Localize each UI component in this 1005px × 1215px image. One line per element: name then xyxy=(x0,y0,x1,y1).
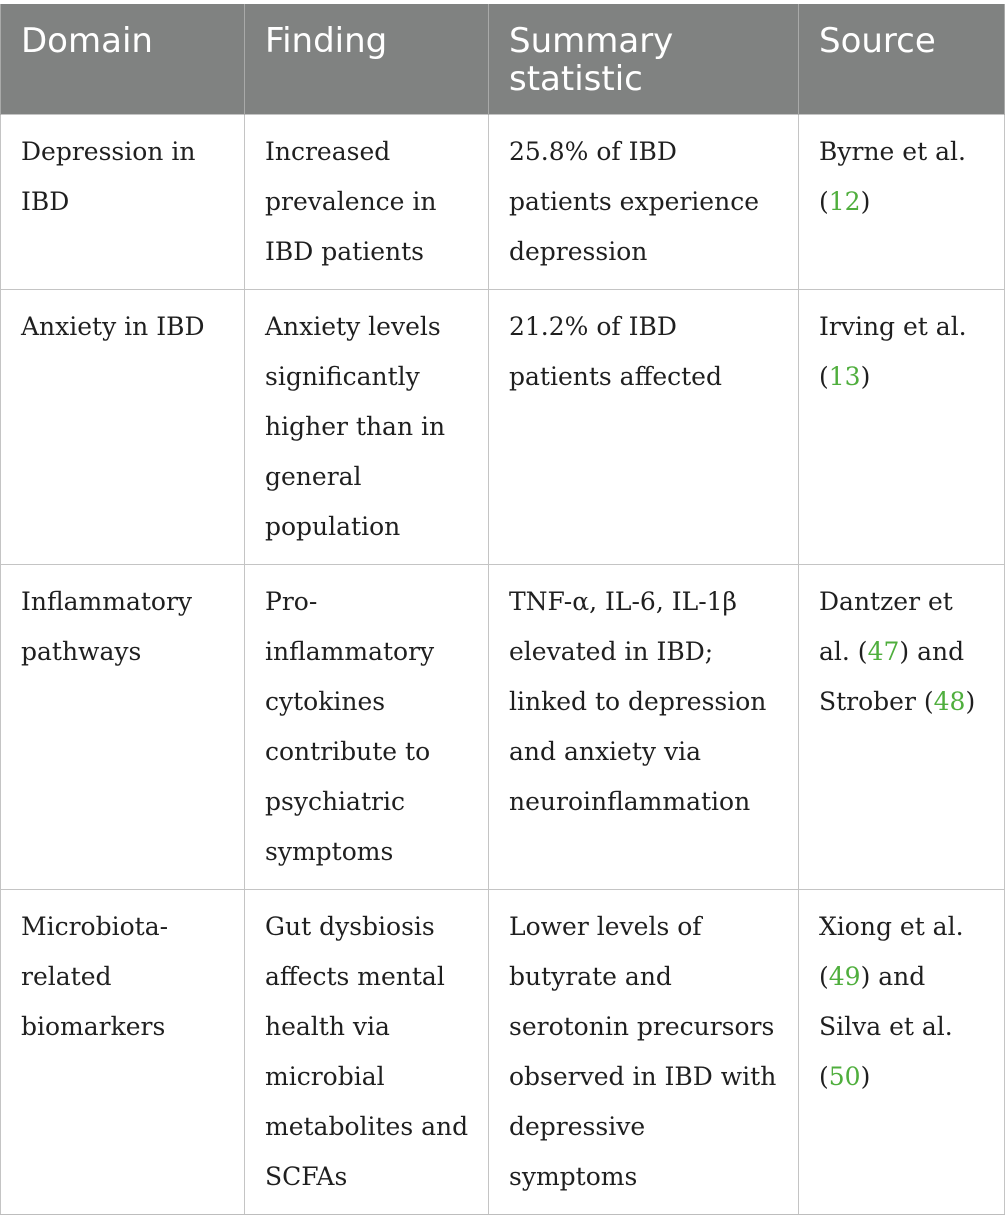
table-row xyxy=(1,115,1005,290)
table-row xyxy=(1,890,1005,1215)
reference-link[interactable]: 12 xyxy=(828,187,861,216)
cell-statistic: 21.2% of IBD patients affected xyxy=(489,290,799,565)
reference-link[interactable]: 49 xyxy=(828,962,861,991)
header-domain: Domain xyxy=(1,4,245,115)
source-text: ) xyxy=(965,687,976,716)
reference-link[interactable]: 47 xyxy=(867,637,900,666)
cell-domain: Depression in IBD xyxy=(1,115,245,290)
cell-source xyxy=(799,290,1005,565)
source-text: Xiong et al. ( xyxy=(819,912,964,991)
cell-domain: Inflammatory pathways xyxy=(1,565,245,890)
source-text: ) xyxy=(860,362,871,391)
reference-link[interactable]: 48 xyxy=(933,687,966,716)
header-finding: Finding xyxy=(245,4,489,115)
cell-finding: Gut dysbiosis affects mental health via microbial metabolites and SCFAs xyxy=(245,890,489,1215)
cell-domain: Anxiety in IBD xyxy=(1,290,245,565)
reference-link[interactable]: 50 xyxy=(828,1062,861,1091)
cell-statistic: TNF-α, IL-6, IL-1β elevated in IBD; linked to depression and anxiety via neuroinflammation xyxy=(489,565,799,890)
cell-finding: Pro-inflammatory cytokines contribute to psychiatric symptoms xyxy=(245,565,489,890)
header-summary-statistic: Summary statistic xyxy=(489,4,799,115)
source-text: Irving et al. ( xyxy=(819,312,967,391)
header-row xyxy=(1,4,1005,115)
findings-table xyxy=(0,4,1005,1215)
cell-finding: Anxiety levels significantly higher than in general population xyxy=(245,290,489,565)
cell-statistic: 25.8% of IBD patients experience depression xyxy=(489,115,799,290)
cell-finding: Increased prevalence in IBD patients xyxy=(245,115,489,290)
table-row xyxy=(1,290,1005,565)
table-body xyxy=(1,115,1005,1215)
cell-domain: Microbiota-related biomarkers xyxy=(1,890,245,1215)
source-text: ) xyxy=(860,187,871,216)
source-text: Byrne et al. ( xyxy=(819,137,966,216)
cell-source xyxy=(799,115,1005,290)
source-text: ) and Silva et al. ( xyxy=(819,962,953,1091)
reference-link[interactable]: 13 xyxy=(828,362,861,391)
source-text: ) and Strober ( xyxy=(819,637,965,716)
cell-source xyxy=(799,565,1005,890)
source-text: ) xyxy=(860,1062,871,1091)
header-source: Source xyxy=(799,4,1005,115)
table-header xyxy=(1,4,1005,115)
cell-statistic: Lower levels of butyrate and serotonin precursors observed in IBD with depressive symptoms xyxy=(489,890,799,1215)
table-row xyxy=(1,565,1005,890)
cell-source xyxy=(799,890,1005,1215)
source-text: Dantzer et al. ( xyxy=(819,587,953,666)
